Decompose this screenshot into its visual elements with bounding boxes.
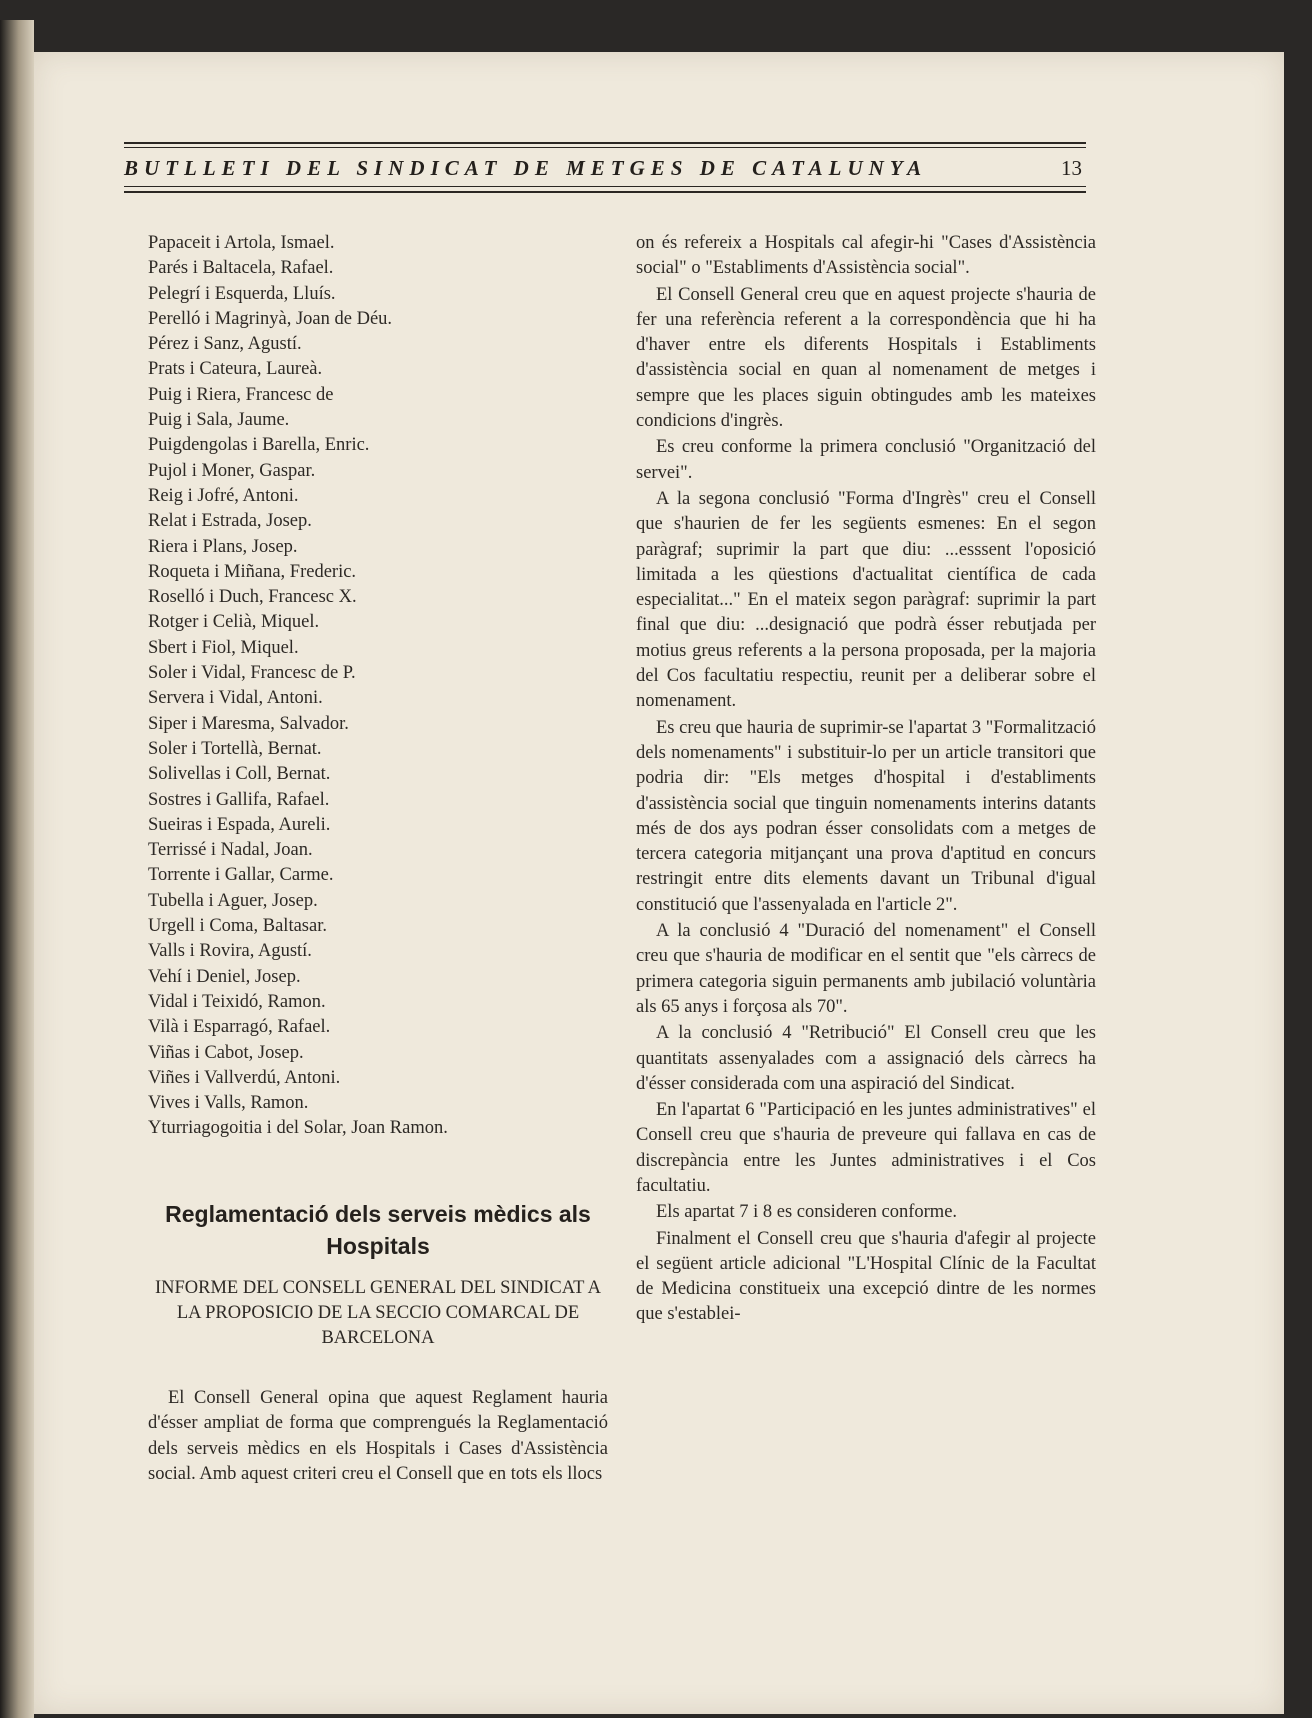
left-column	[148, 231, 608, 1142]
member-name: Riera i Plans, Josep.	[148, 536, 298, 557]
page-number: 13	[1061, 156, 1082, 180]
member-name: Puig i Sala, Jaume.	[148, 410, 290, 431]
header-rule-bottom-thin	[124, 186, 1086, 187]
header-rule-top	[124, 142, 1086, 144]
member-name: Puigdengolas i Barella, Enric.	[148, 435, 370, 456]
member-name: Pérez i Sanz, Agustí.	[148, 334, 302, 355]
intro-paragraph: El Consell General opina que aquest Reglament hauria d'ésser ampliat de forma que comprengués la Reglamentació dels serveis mèdics en els Hospitals i Cases d'Assistència social. Amb aquest criteri creu el Consell que en tots els llocs	[148, 1388, 608, 1484]
member-name: Pelegrí i Esquerda, Lluís.	[148, 283, 336, 304]
member-name: Viñes i Vallverdú, Antoni.	[148, 1067, 341, 1088]
member-name: Servera i Vidal, Antoni.	[148, 688, 323, 709]
member-name: Puig i Riera, Francesc de	[148, 384, 334, 405]
member-name: Papaceit i Artola, Ismael.	[148, 233, 335, 253]
right-column	[636, 231, 1096, 1328]
member-name: Sbert i Fiol, Miquel.	[148, 637, 299, 658]
member-name: Torrente i Gallar, Carme.	[148, 865, 334, 886]
paragraph: A la conclusió 4 "Duració del nomenament" el Consell creu que s'hauria de modificar en el sentit que "els càrrecs de primera categoria siguin permanents amb jubilació voluntària als 65 anys i forçosa als 70".	[636, 921, 1096, 1017]
member-name: Terrissé i Nadal, Joan.	[148, 840, 313, 861]
member-name: Vehí i Deniel, Josep.	[148, 966, 301, 987]
member-name: Valls i Rovira, Agustí.	[148, 941, 312, 962]
member-name: Urgell i Coma, Baltasar.	[148, 916, 327, 937]
member-name: Parés i Baltacela, Rafael.	[148, 258, 334, 279]
section-subheading: INFORME DEL CONSELL GENERAL DEL SINDICAT A LA PROPOSICIO DE LA SECCIO COMARCAL DE BARCELONA	[154, 1278, 602, 1348]
paragraph: A la conclusió 4 "Retribució" El Consell creu que les quantitats assenyalades com a assignació dels càrrecs ha d'ésser considerada com una aspiració del Sindicat.	[636, 1023, 1096, 1094]
paragraph: on és refereix a Hospitals cal afegir-hi "Cases d'Assistència social" o "Establiments d'Assistència social".	[636, 233, 1096, 279]
member-name: Soler i Tortellà, Bernat.	[148, 738, 322, 759]
member-name: Solivellas i Coll, Bernat.	[148, 764, 331, 785]
header-rule-bottom	[124, 191, 1086, 193]
running-header	[124, 142, 1086, 198]
member-name: Siper i Maresma, Salvador.	[148, 713, 349, 734]
member-name: Reig i Jofré, Antoni.	[148, 485, 299, 506]
member-name: Yturriagogoitia i del Solar, Joan Ramon.	[148, 1118, 448, 1139]
paragraph: En l'apartat 6 "Participació en les juntes administratives" el Consell creu que s'hauria de preveure qui fallava en cas de discrepància entre les Juntes administratives i el Cos facultatiu.	[636, 1100, 1096, 1196]
member-name: Sueiras i Espada, Aureli.	[148, 814, 331, 835]
journal-title: BUTLLETI DEL SINDICAT DE METGES DE CATALUNYA	[124, 156, 928, 180]
book-spine-edge	[0, 20, 34, 1718]
paragraph: El Consell General creu que en aquest projecte s'hauria de fer una referència referent a la correspondència que hi ha d'haver entre els diferents Hospitals i Establiments d'assistència social en quan al nomenament de metges i sempre que les places siguin obtingudes amb les mateixes condicions d'ingrès.	[636, 284, 1096, 432]
member-name: Viñas i Cabot, Josep.	[148, 1042, 304, 1063]
member-name: Roselló i Duch, Francesc X.	[148, 587, 357, 608]
paragraph: Finalment el Consell creu que s'hauria d'afegir al projecte el següent article adicional "L'Hospital Clínic de la Facultat de Medicina constitueix una excepció dintre de les normes que s'establei-	[636, 1228, 1096, 1325]
member-name: Tubella i Aguer, Josep.	[148, 890, 318, 911]
member-name: Rotger i Celià, Miquel.	[148, 612, 320, 633]
member-name-list	[148, 231, 608, 1142]
member-name: Soler i Vidal, Francesc de P.	[148, 663, 356, 684]
left-body-text	[148, 1386, 608, 1487]
paragraph: Es creu que hauria de suprimir-se l'apartat 3 "Formalització dels nomenaments" i substituir-lo per un article transitori que podria dir: "Els metges d'hospital i d'establiments d'assistència social que tinguin nomenaments interins datants més de dos ays podran ésser consolidats com a metges de tercera categoria mitjançant una prova d'aptitud en concurs restringit entre dits elements davant un Tribunal d'igual constitució que l'assenyalada en l'article 2".	[636, 717, 1096, 915]
paragraph: Els apartat 7 i 8 es consideren conforme.	[656, 1202, 958, 1223]
section-heading: Reglamentació dels serveis mèdics als Hospitals	[165, 1201, 591, 1259]
member-name: Pujol i Moner, Gaspar.	[148, 460, 316, 481]
member-name: Prats i Cateura, Laureà.	[148, 359, 323, 380]
member-name: Vidal i Teixidó, Ramon.	[148, 991, 326, 1012]
member-name: Vives i Valls, Ramon.	[148, 1093, 309, 1114]
member-name: Relat i Estrada, Josep.	[148, 511, 312, 532]
paragraph: A la segona conclusió "Forma d'Ingrès" creu el Consell que s'haurien de fer les següents esmenes: En el segon paràgraf; suprimir la part que diu: ...esssent l'oposició limitada a les qüestions d'actualitat científica de cada especialitat..." En el mateix segon paràgraf: suprimir la part final que diu: ...designació que podrà ésser rebutjada per motius greus referents a la persona proposada, per la majoria del Cos facultatiu respectiu, reunit per a deliberar sobre el nomenament.	[636, 488, 1096, 712]
member-name: Roqueta i Miñana, Frederic.	[148, 561, 357, 582]
member-name: Vilà i Esparragó, Rafael.	[148, 1017, 331, 1038]
header-rule-top-thin	[124, 147, 1086, 148]
member-name: Sostres i Gallifa, Rafael.	[148, 789, 330, 810]
paragraph: Es creu conforme la primera conclusió "Organització del servei".	[636, 437, 1096, 483]
member-name: Perelló i Magrinyà, Joan de Déu.	[148, 308, 393, 329]
